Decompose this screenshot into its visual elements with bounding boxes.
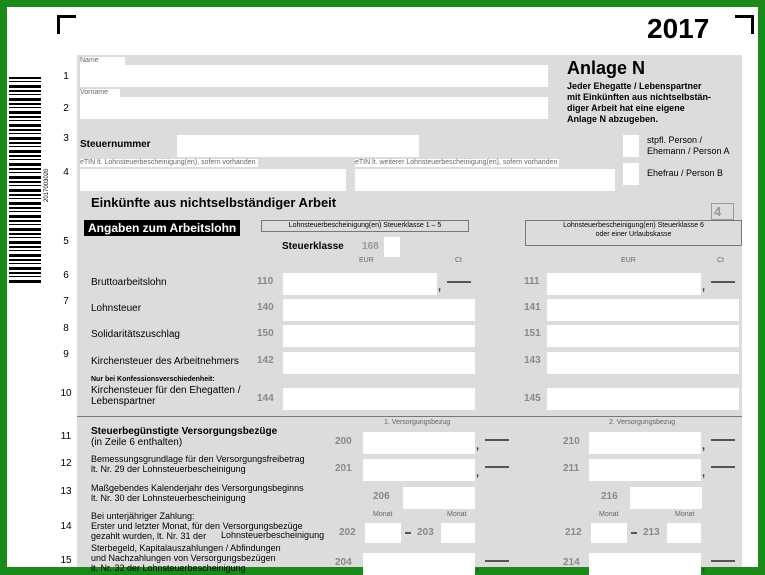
row-number-2: 2 (63, 103, 69, 114)
row-number-14: 14 (60, 521, 72, 532)
ct-header-2: Ct (717, 257, 724, 264)
row12-ct-dash-2 (711, 466, 735, 468)
row11-code1: 200 (335, 436, 352, 447)
row12-ct-dash-1 (485, 466, 509, 468)
row14-label-2: Erster und letzter Monat, für den Versorgungsbezüge (91, 521, 303, 531)
row10-label-2: Lebenspartner (91, 396, 156, 407)
row7-code2: 141 (524, 302, 541, 313)
row8-field-1[interactable] (283, 325, 475, 347)
row14-code4: 213 (643, 527, 660, 538)
versorgung-title: Steuerbegünstigte Versorgungsbezüge (91, 426, 278, 437)
row13-field-1[interactable] (403, 487, 475, 509)
form-year: 2017 (647, 13, 710, 44)
steuerklasse-label: Steuerklasse (282, 241, 344, 252)
row12-code2: 211 (563, 463, 580, 474)
row7-field-1[interactable] (283, 299, 475, 321)
col2-header (525, 220, 742, 246)
row14-label-3b: Lohnsteuerbescheinigung (221, 530, 325, 540)
row14-dash-1 (405, 532, 411, 534)
row13-label-2: lt. Nr. 30 der Lohnsteuerbescheinigung (91, 493, 246, 503)
row11-comma-2: , (702, 440, 706, 452)
name-label: Name (80, 57, 125, 65)
anlage-desc-3: diger Arbeit hat eine eigene (567, 103, 685, 113)
etin2-label: eTIN lt. weiterer Lohnsteuerbescheinigung(en), sofern vorhanden (355, 159, 558, 166)
row15-field-1[interactable] (363, 553, 475, 575)
row10-label-1: Kirchensteuer für den Ehegatten / (91, 385, 241, 396)
row-number-7: 7 (63, 296, 69, 307)
row14-field-1[interactable] (365, 523, 401, 543)
row15-ct-dash-2 (711, 560, 735, 562)
row9-code1: 142 (257, 355, 274, 366)
row6-ct-dash-2 (711, 281, 735, 283)
col2-header-line2: oder einer Urlaubskasse (595, 231, 672, 238)
row11-ct-dash-1 (485, 439, 509, 441)
row11-field-2[interactable] (589, 432, 701, 454)
corner-mark-top-right (735, 15, 754, 34)
row14-code1: 202 (339, 527, 356, 538)
versorgung-subtitle: (in Zeile 6 enthalten) (91, 437, 183, 448)
row14-field-4[interactable] (667, 523, 701, 543)
eur-header-1: EUR (359, 257, 374, 264)
person-a-checkbox[interactable] (623, 135, 639, 157)
row8-field-2[interactable] (547, 325, 739, 347)
section-separator (77, 416, 742, 417)
person-b-checkbox[interactable] (623, 163, 639, 185)
anlage-desc-4: Anlage N abzugeben. (567, 114, 659, 124)
row12-comma-1: , (476, 467, 480, 479)
col2-header-line1: Lohnsteuerbescheinigung(en) Steuerklasse 6 (563, 222, 704, 229)
row-number-12: 12 (60, 458, 72, 469)
row14-monat-3: Monat (599, 511, 619, 518)
row6-comma-2: , (702, 281, 706, 293)
row13-field-2[interactable] (630, 487, 702, 509)
steuerklasse-field[interactable] (384, 237, 400, 257)
form-page (7, 7, 758, 573)
row14-monat-1: Monat (373, 511, 393, 518)
row-number-1: 1 (63, 71, 69, 82)
row14-label-3: gezahlt wurden, lt. Nr. 31 der (91, 531, 207, 541)
row-number-3: 3 (63, 133, 69, 144)
row8-code2: 151 (524, 328, 541, 339)
name-field[interactable] (80, 65, 548, 87)
row14-label-1: Bei unterjähriger Zahlung: (91, 511, 195, 521)
row12-label-2: lt. Nr. 29 der Lohnsteuerbescheinigung (91, 464, 246, 474)
ct-header-1: Ct (455, 257, 462, 264)
row15-comma-2: , (702, 561, 706, 573)
row10-note: Nur bei Konfessionsverschiedenheit: (91, 376, 215, 383)
row-number-6: 6 (63, 270, 69, 281)
row-number-8: 8 (63, 323, 69, 334)
row14-code3: 212 (565, 527, 582, 538)
row9-label: Kirchensteuer des Arbeitnehmers (91, 356, 239, 367)
row6-label: Bruttoarbeitslohn (91, 277, 167, 288)
versorgung-col1: 1. Versorgungsbezug (384, 419, 451, 426)
row15-ct-dash-1 (485, 560, 509, 562)
row14-field-3[interactable] (591, 523, 627, 543)
row6-eur-field-2[interactable] (547, 273, 701, 295)
corner-mark-top-left (57, 15, 76, 34)
row15-label-2: und Nachzahlungen von Versorgungsbezügen (91, 553, 276, 563)
person-a-label-1: stpfl. Person / (647, 135, 703, 145)
row-number-9: 9 (63, 349, 69, 360)
etin2-field[interactable] (355, 169, 615, 191)
row7-field-2[interactable] (547, 299, 739, 321)
eur-header-2: EUR (621, 257, 636, 264)
row12-field-2[interactable] (589, 459, 701, 481)
person-b-label: Ehefrau / Person B (647, 168, 724, 178)
steuernummer-field[interactable] (177, 135, 419, 157)
row14-code2: 203 (417, 527, 434, 538)
row14-dash-2 (631, 532, 637, 534)
row11-comma-1: , (476, 440, 480, 452)
row14-field-2[interactable] (441, 523, 475, 543)
versorgung-col2: 2. Versorgungsbezug (609, 419, 676, 426)
row11-ct-dash-2 (711, 439, 735, 441)
row7-label: Lohnsteuer (91, 303, 142, 314)
row12-field-1[interactable] (363, 459, 475, 481)
row14-monat-4: Monat (675, 511, 695, 518)
row15-label-3: lt. Nr. 32 der Lohnsteuerbescheinigung (91, 563, 246, 573)
row13-code2: 216 (601, 491, 618, 502)
row9-field-1[interactable] (283, 352, 475, 374)
row15-code2: 214 (563, 557, 580, 568)
etin1-field[interactable] (80, 169, 346, 191)
row12-comma-2: , (702, 467, 706, 479)
section-page-number: 4 (711, 203, 734, 220)
barcode-number: 2017003020 (44, 168, 50, 202)
row15-field-2[interactable] (589, 553, 701, 575)
row6-comma-1: , (438, 281, 442, 293)
anlage-desc-1: Jeder Ehegatte / Lebenspartner (567, 81, 702, 91)
row13-label-1: Maßgebendes Kalenderjahr des Versorgungsbeginns (91, 483, 304, 493)
row10-field-1[interactable] (283, 388, 475, 410)
row-number-4: 4 (63, 167, 69, 178)
row9-field-2[interactable] (547, 352, 739, 374)
row-number-15: 15 (60, 555, 72, 566)
row-number-13: 13 (60, 486, 72, 497)
row6-code1: 110 (257, 276, 274, 287)
anlage-desc-2: mit Einkünften aus nichtselbstän- (567, 92, 712, 102)
row7-code1: 140 (257, 302, 274, 313)
vorname-field[interactable] (80, 97, 548, 119)
row12-code1: 201 (335, 463, 352, 474)
anlage-title: Anlage N (567, 58, 646, 78)
row6-ct-dash-1 (447, 281, 471, 283)
steuerklasse-code: 168 (362, 241, 379, 252)
row6-eur-field-1[interactable] (283, 273, 437, 295)
row14-monat-2: Monat (447, 511, 467, 518)
row6-code2: 111 (524, 276, 540, 287)
steuernummer-label: Steuernummer (80, 139, 151, 150)
row12-label-1: Bemessungsgrundlage für den Versorgungsfreibetrag (91, 454, 305, 464)
person-a-label-2: Ehemann / Person A (647, 146, 730, 156)
row15-code1: 204 (335, 557, 352, 568)
row11-code2: 210 (563, 436, 580, 447)
row9-code2: 143 (524, 355, 541, 366)
form-area (77, 55, 742, 573)
row15-label-1: Sterbegeld, Kapitalauszahlungen / Abfindungen (91, 543, 281, 553)
section-title: Einkünfte aus nichtselbständiger Arbeit (91, 195, 337, 210)
col1-header: Lohnsteuerbescheinigung(en) Steuerklasse 1 – 5 (261, 220, 469, 232)
vorname-label: Vorname (80, 89, 120, 97)
row-number-11: 11 (60, 431, 72, 442)
row10-field-2[interactable] (547, 388, 739, 410)
etin1-label: eTIN lt. Lohnsteuerbescheinigung(en), sofern vorhanden (80, 159, 256, 166)
row13-code1: 206 (373, 491, 390, 502)
arbeitslohn-header: Angaben zum Arbeitslohn (84, 220, 240, 236)
row8-label: Solidaritätszuschlag (91, 329, 180, 340)
row-number-5: 5 (63, 236, 69, 247)
row15-comma-1: , (476, 561, 480, 573)
row10-code1: 144 (257, 393, 274, 404)
row11-field-1[interactable] (363, 432, 475, 454)
row-number-10: 10 (60, 388, 72, 399)
row8-code1: 150 (257, 328, 274, 339)
barcode (9, 77, 41, 283)
row10-code2: 145 (524, 393, 541, 404)
